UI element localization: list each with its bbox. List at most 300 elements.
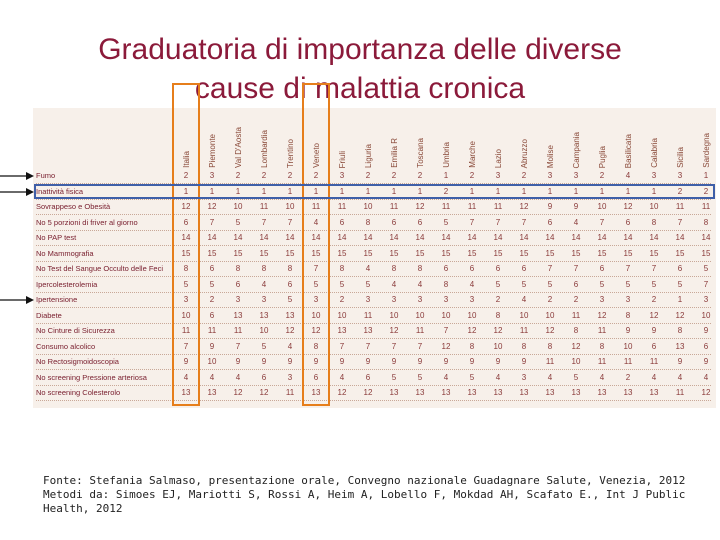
table-cell: 10	[649, 202, 659, 211]
table-cell: 15	[467, 248, 477, 258]
table-cell: 11	[519, 326, 529, 335]
table-cell: 2	[417, 171, 423, 180]
table-cell: 2	[339, 295, 345, 304]
table-cell: 12	[207, 202, 217, 211]
table-cell: 1	[625, 186, 631, 196]
table-cell: 8	[495, 310, 501, 320]
row-label: Ipercolesterolemia	[36, 279, 98, 289]
table-cell: 3	[469, 295, 475, 304]
table-cell: 5	[209, 279, 215, 289]
column-header-label: Calabria	[649, 138, 659, 168]
arrow-right-icon	[0, 171, 34, 181]
table-cell: 6	[183, 217, 189, 227]
table-cell: 8	[287, 264, 293, 273]
table-cell: 8	[651, 217, 657, 227]
table-cell: 9	[365, 357, 371, 366]
table-cell: 12	[649, 310, 659, 320]
table-cell: 6	[209, 310, 215, 320]
table-cell: 9	[417, 357, 423, 366]
table-cell: 3	[417, 295, 423, 304]
table-cell: 3	[599, 295, 605, 304]
row-label: Fumo	[36, 171, 56, 180]
table-cell: 14	[467, 233, 477, 242]
table-cell: 2	[313, 171, 319, 180]
table-cell: 11	[675, 202, 685, 211]
table-cell: 9	[209, 341, 215, 351]
row-label: No screening Pressione arteriosa	[36, 372, 147, 382]
table-cell: 8	[391, 264, 397, 273]
table-cell: 5	[495, 279, 501, 289]
table-cell: 15	[181, 248, 191, 258]
table-cell: 4	[235, 372, 241, 382]
table-cell: 4	[573, 217, 579, 227]
table-cell: 5	[651, 279, 657, 289]
table-cell: 14	[233, 233, 243, 242]
table-cell: 11	[675, 388, 685, 397]
table-cell: 5	[703, 264, 709, 273]
table-cell: 5	[391, 372, 397, 382]
table-cell: 5	[235, 217, 241, 227]
table-cell: 6	[599, 264, 605, 273]
table-cell: 8	[599, 341, 605, 351]
row-divider	[36, 230, 711, 231]
table-cell: 8	[469, 341, 475, 351]
table-cell: 10	[467, 310, 477, 320]
table-cell: 12	[259, 388, 269, 397]
table-cell: 14	[571, 233, 581, 242]
table-cell: 8	[183, 264, 189, 273]
column-header	[485, 112, 511, 168]
table-cell: 9	[443, 357, 449, 366]
column-header-label: Liguria	[363, 143, 373, 168]
table-cell: 14	[675, 233, 685, 242]
row-label: No Mammografia	[36, 248, 94, 258]
table-cell: 7	[417, 341, 423, 351]
table-cell: 13	[545, 388, 555, 397]
table-cell: 8	[261, 264, 267, 273]
table-cell: 13	[675, 341, 685, 351]
table-cell: 12	[701, 388, 711, 397]
table-cell: 9	[339, 357, 345, 366]
column-header-label: Sicilia	[675, 147, 685, 168]
table-cell: 1	[573, 186, 579, 196]
table-cell: 8	[547, 341, 553, 351]
table-cell: 4	[261, 279, 267, 289]
table-cell: 13	[311, 388, 321, 397]
column-header-label: Lombardia	[259, 130, 269, 168]
row-divider	[36, 338, 711, 339]
column-header-label: Toscana	[415, 138, 425, 168]
table-cell: 14	[649, 233, 659, 242]
table-cell: 15	[415, 248, 425, 258]
column-header-label: Umbria	[441, 142, 451, 168]
table-cell: 10	[207, 357, 217, 366]
slide-title-line-1: Graduatoria di importanza delle diverse	[98, 33, 622, 66]
table-cell: 3	[365, 295, 371, 304]
table-cell: 2	[547, 295, 553, 304]
table-cell: 15	[519, 248, 529, 258]
column-header	[615, 112, 641, 168]
table-cell: 10	[363, 202, 373, 211]
table-cell: 1	[313, 186, 319, 196]
table-cell: 13	[493, 388, 503, 397]
table-cell: 13	[285, 310, 295, 320]
table-cell: 1	[651, 186, 657, 196]
arrow-right-icon	[0, 295, 34, 305]
table-cell: 1	[339, 186, 345, 196]
table-cell: 11	[233, 326, 243, 335]
table-cell: 1	[261, 186, 267, 196]
table-cell: 15	[597, 248, 607, 258]
table-cell: 11	[467, 202, 477, 211]
table-cell: 14	[493, 233, 503, 242]
table-cell: 11	[649, 357, 659, 366]
table-cell: 9	[235, 357, 241, 366]
table-cell: 12	[181, 202, 191, 211]
table-cell: 14	[311, 233, 321, 242]
table-cell: 6	[651, 341, 657, 351]
table-cell: 10	[233, 202, 243, 211]
table-cell: 13	[233, 310, 243, 320]
table-cell: 15	[545, 248, 555, 258]
table-cell: 10	[181, 310, 191, 320]
table-cell: 5	[573, 372, 579, 382]
table-cell: 7	[521, 217, 527, 227]
table-cell: 12	[571, 341, 581, 351]
table-cell: 11	[285, 388, 295, 397]
table-cell: 15	[207, 248, 217, 258]
table-cell: 12	[337, 388, 347, 397]
table-cell: 9	[677, 357, 683, 366]
table-cell: 11	[415, 326, 425, 335]
table-cell: 8	[365, 217, 371, 227]
table-cell: 7	[547, 264, 553, 273]
table-cell: 11	[597, 326, 607, 335]
table-cell: 14	[181, 233, 191, 242]
table-cell: 6	[677, 264, 683, 273]
table-cell: 14	[389, 233, 399, 242]
table-cell: 2	[703, 186, 709, 196]
table-cell: 9	[313, 357, 319, 366]
table-cell: 9	[521, 357, 527, 366]
table-cell: 8	[339, 264, 345, 273]
table-cell: 15	[259, 248, 269, 258]
arrow-right-icon	[0, 187, 34, 197]
row-label: No 5 porzioni di friver al giorno	[36, 217, 138, 227]
table-cell: 10	[259, 326, 269, 335]
table-cell: 4	[677, 372, 683, 382]
table-cell: 10	[597, 202, 607, 211]
table-cell: 1	[287, 186, 293, 196]
row-label: Inattività fisica	[36, 186, 84, 196]
table-cell: 12	[597, 310, 607, 320]
table-cell: 6	[443, 264, 449, 273]
table-cell: 2	[651, 295, 657, 304]
column-header-label: Italia	[181, 151, 191, 168]
table-cell: 9	[495, 357, 501, 366]
table-cell: 2	[183, 171, 189, 180]
table-cell: 6	[521, 264, 527, 273]
column-header	[433, 112, 459, 168]
table-cell: 15	[363, 248, 373, 258]
column-header	[537, 112, 563, 168]
column-header-label: Sardegna	[701, 133, 711, 168]
row-divider	[36, 307, 711, 308]
table-cell: 3	[235, 295, 241, 304]
table-cell: 11	[597, 357, 607, 366]
table-cell: 5	[599, 279, 605, 289]
column-header-label: Emilia R	[389, 138, 399, 168]
table-cell: 12	[311, 326, 321, 335]
table-cell: 6	[287, 279, 293, 289]
table-cell: 4	[547, 372, 553, 382]
footnote-line-2: Metodi da: Simoes EJ, Mariotti S, Rossi A, Heim A, Lobello F, Mokdad AH, Scafato E., Int J Public	[43, 488, 686, 501]
table-cell: 3	[443, 295, 449, 304]
table-cell: 12	[467, 326, 477, 335]
table-cell: 12	[415, 202, 425, 211]
table-cell: 7	[339, 341, 345, 351]
table-cell: 12	[519, 202, 529, 211]
table-cell: 13	[389, 388, 399, 397]
table-cell: 3	[677, 171, 683, 180]
row-divider	[36, 261, 711, 262]
table-cell: 7	[703, 279, 709, 289]
table-cell: 1	[443, 171, 449, 180]
table-cell: 13	[337, 326, 347, 335]
table-cell: 1	[417, 186, 423, 196]
column-header-label: Lazio	[493, 148, 503, 168]
table-cell: 15	[493, 248, 503, 258]
table-cell: 13	[441, 388, 451, 397]
row-divider	[36, 323, 711, 324]
table-cell: 12	[545, 326, 555, 335]
table-cell: 12	[285, 326, 295, 335]
table-cell: 1	[599, 186, 605, 196]
table-cell: 9	[547, 202, 553, 211]
table-cell: 7	[469, 217, 475, 227]
row-label: Consumo alcolico	[36, 341, 96, 351]
table-cell: 7	[443, 326, 449, 335]
table-cell: 3	[521, 372, 527, 382]
table-cell: 7	[573, 264, 579, 273]
table-cell: 11	[441, 202, 451, 211]
table-cell: 10	[337, 310, 347, 320]
table-cell: 3	[651, 171, 657, 180]
table-cell: 5	[313, 279, 319, 289]
row-divider	[36, 292, 711, 293]
column-header	[355, 112, 381, 168]
table-cell: 9	[469, 357, 475, 366]
table-cell: 7	[209, 217, 215, 227]
table-cell: 6	[417, 217, 423, 227]
table-cell: 9	[625, 326, 631, 335]
table-cell: 11	[337, 202, 347, 211]
table-cell: 3	[703, 295, 709, 304]
table-cell: 15	[701, 248, 711, 258]
table-cell: 10	[389, 310, 399, 320]
column-header	[381, 112, 407, 168]
table-cell: 9	[651, 326, 657, 335]
table-cell: 11	[311, 202, 321, 211]
table-cell: 9	[183, 357, 189, 366]
table-cell: 11	[181, 326, 191, 335]
table-cell: 9	[703, 326, 709, 335]
table-cell: 7	[599, 217, 605, 227]
table-cell: 10	[311, 310, 321, 320]
table-cell: 14	[415, 233, 425, 242]
table-cell: 3	[391, 295, 397, 304]
table-cell: 3	[495, 171, 501, 180]
table-cell: 13	[207, 388, 217, 397]
table-cell: 3	[209, 171, 215, 180]
table-cell: 14	[259, 233, 269, 242]
table-cell: 1	[365, 186, 371, 196]
table-cell: 4	[391, 279, 397, 289]
table-cell: 4	[625, 171, 631, 180]
table-cell: 9	[287, 357, 293, 366]
table-cell: 10	[519, 310, 529, 320]
table-cell: 15	[285, 248, 295, 258]
table-cell: 9	[573, 202, 579, 211]
column-header	[459, 112, 485, 168]
table-cell: 8	[625, 310, 631, 320]
table-cell: 4	[365, 264, 371, 273]
table-cell: 3	[183, 295, 189, 304]
table-cell: 4	[339, 372, 345, 382]
table-cell: 6	[339, 217, 345, 227]
table-cell: 11	[545, 357, 555, 366]
table-cell: 11	[623, 357, 633, 366]
table-cell: 2	[599, 171, 605, 180]
table-cell: 8	[703, 217, 709, 227]
table-cell: 10	[493, 341, 503, 351]
table-cell: 6	[391, 217, 397, 227]
table-cell: 2	[495, 295, 501, 304]
table-cell: 2	[521, 171, 527, 180]
table-cell: 15	[441, 248, 451, 258]
table-cell: 13	[623, 388, 633, 397]
table-cell: 14	[363, 233, 373, 242]
table-cell: 11	[701, 202, 711, 211]
table-cell: 11	[363, 310, 373, 320]
row-label: No Cinture di Sicurezza	[36, 326, 115, 335]
table-cell: 11	[207, 326, 217, 335]
table-cell: 7	[365, 341, 371, 351]
table-cell: 14	[623, 233, 633, 242]
column-header	[667, 112, 693, 168]
column-header	[641, 112, 667, 168]
table-cell: 14	[441, 233, 451, 242]
table-cell: 1	[469, 186, 475, 196]
table-cell: 6	[469, 264, 475, 273]
table-cell: 6	[235, 279, 241, 289]
table-cell: 1	[495, 186, 501, 196]
table-cell: 3	[547, 171, 553, 180]
table-cell: 7	[651, 264, 657, 273]
table-cell: 10	[571, 357, 581, 366]
table-cell: 6	[703, 341, 709, 351]
row-label: No Rectosigmoidoscopia	[36, 357, 119, 366]
table-cell: 4	[313, 217, 319, 227]
table-cell: 8	[235, 264, 241, 273]
table-cell: 8	[443, 279, 449, 289]
table-cell: 15	[649, 248, 659, 258]
table-cell: 13	[415, 388, 425, 397]
table-cell: 13	[519, 388, 529, 397]
row-divider	[36, 199, 711, 200]
table-cell: 6	[261, 372, 267, 382]
table-cell: 12	[441, 341, 451, 351]
table-cell: 7	[391, 341, 397, 351]
table-cell: 4	[703, 372, 709, 382]
table-cell: 12	[675, 310, 685, 320]
column-header	[199, 112, 225, 168]
table-cell: 14	[545, 233, 555, 242]
table-cell: 3	[339, 171, 345, 180]
table-cell: 5	[339, 279, 345, 289]
column-header-label: Veneto	[311, 143, 321, 168]
table-cell: 2	[235, 171, 241, 180]
row-divider	[36, 369, 711, 370]
row-divider	[36, 400, 711, 401]
table-cell: 14	[337, 233, 347, 242]
column-header-label: Molise	[545, 144, 555, 168]
table-cell: 14	[207, 233, 217, 242]
table-cell: 13	[649, 388, 659, 397]
table-cell: 2	[443, 186, 449, 196]
table-cell: 4	[287, 341, 293, 351]
table-cell: 11	[389, 202, 399, 211]
table-cell: 5	[183, 279, 189, 289]
table-cell: 7	[313, 264, 319, 273]
slide-title-line-2: cause di malattia cronica	[194, 72, 526, 105]
column-header-label: Basilicata	[623, 133, 633, 168]
highlight-column-box	[302, 83, 330, 406]
table-cell: 8	[521, 341, 527, 351]
row-divider	[36, 385, 711, 386]
column-header-label: Campania	[571, 131, 581, 168]
table-cell: 9	[703, 357, 709, 366]
table-cell: 1	[703, 171, 709, 180]
table-cell: 10	[545, 310, 555, 320]
table-cell: 2	[573, 295, 579, 304]
table-cell: 6	[547, 217, 553, 227]
source-footnote	[43, 474, 703, 516]
table-cell: 5	[365, 279, 371, 289]
ranking-table	[33, 108, 716, 408]
table-cell: 1	[521, 186, 527, 196]
table-cell: 13	[571, 388, 581, 397]
table-cell: 1	[677, 295, 683, 304]
table-cell: 7	[235, 341, 241, 351]
table-cell: 2	[469, 171, 475, 180]
column-header	[563, 112, 589, 168]
row-label: Sovrappeso e Obesità	[36, 202, 111, 211]
row-divider	[36, 276, 711, 277]
table-cell: 1	[547, 186, 553, 196]
table-cell: 8	[677, 326, 683, 335]
table-cell: 4	[469, 279, 475, 289]
table-cell: 10	[441, 310, 451, 320]
column-header-label: Piemonte	[207, 134, 217, 168]
row-divider	[36, 245, 711, 246]
table-cell: 6	[209, 264, 215, 273]
table-cell: 13	[467, 388, 477, 397]
table-cell: 8	[417, 264, 423, 273]
table-cell: 10	[415, 310, 425, 320]
table-cell: 5	[287, 295, 293, 304]
column-header	[251, 112, 277, 168]
